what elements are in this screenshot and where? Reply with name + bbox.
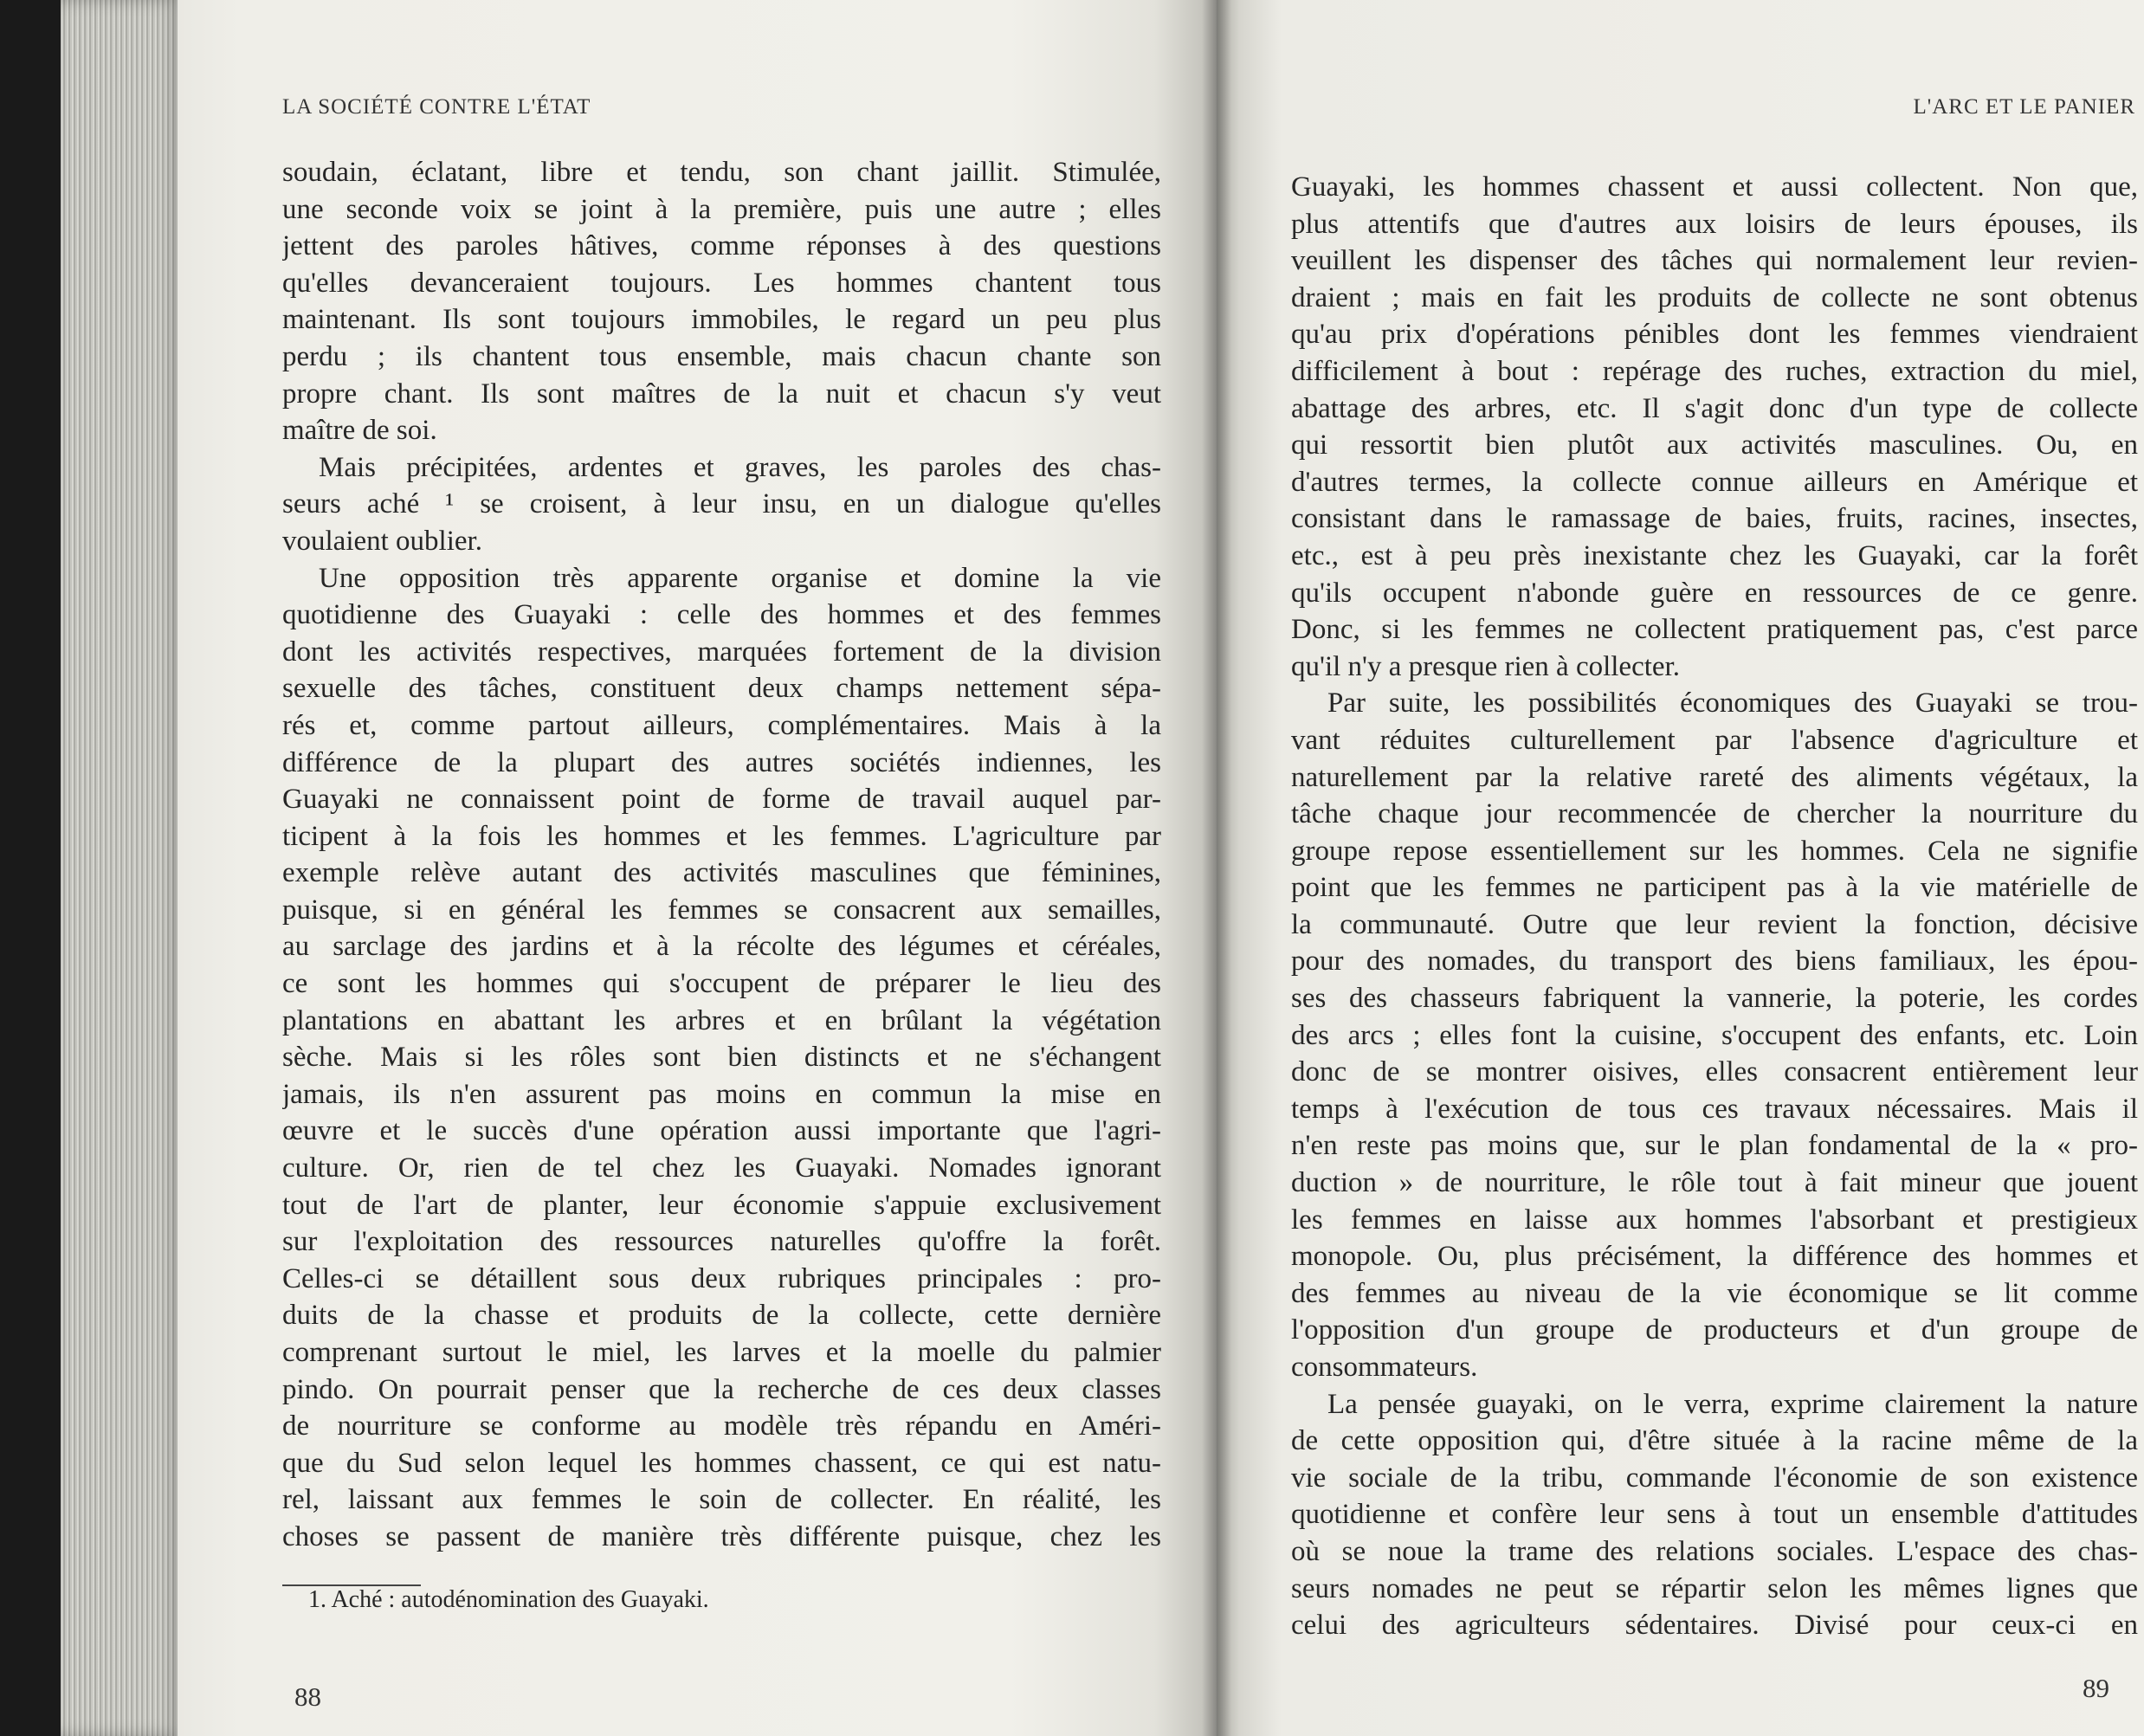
left-page	[178, 0, 1217, 1736]
right-page	[1217, 0, 2144, 1736]
text-line: seurs aché ¹ se croisent, à leur insu, en un dialogue qu'elles	[282, 488, 1161, 520]
text-line: sèche. Mais si les rôles sont bien distincts et ne s'échangent	[282, 1042, 1161, 1074]
text-line: ce sont les hommes qui s'occupent de préparer le lieu des	[282, 968, 1161, 1000]
text-line: consommateurs.	[1291, 1352, 1478, 1383]
text-line: plantations en abattant les arbres et en brûlant la végétation	[282, 1004, 1161, 1036]
text-line: dont les activités respectives, marquées fortement de la division	[282, 636, 1161, 668]
running-head-left: LA SOCIÉTÉ CONTRE L'ÉTAT	[282, 95, 591, 119]
text-line: vant réduites culturellement par l'absence d'agriculture et	[1291, 724, 2138, 756]
text-line: n'en reste pas moins que, sur le plan fondamental de la « pro-	[1291, 1130, 2138, 1162]
text-line: que du Sud selon lequel les hommes chassent, ce qui est natu-	[282, 1447, 1161, 1479]
text-line: de nourriture se conforme au modèle très répandu en Améri-	[282, 1410, 1161, 1442]
text-line: des arcs ; elles font la cuisine, s'occupent des enfants, etc. Loin	[1291, 1019, 2138, 1051]
text-line: différence de la plupart des autres sociétés indiennes, les	[282, 746, 1161, 778]
text-line: maintenant. Ils sont toujours immobiles, le regard un peu plus	[282, 304, 1161, 336]
text-line: rés et, comme partout ailleurs, complémentaires. Mais à la	[282, 709, 1161, 741]
text-line: veuillent les dispenser des tâches qui normalement leur revien-	[1291, 245, 2138, 277]
text-line: naturellement par la relative rareté des aliments végétaux, la	[1291, 761, 2138, 793]
text-line: l'opposition d'un groupe de producteurs et d'un groupe de	[1291, 1314, 2138, 1346]
text-line: difficilement à bout : repérage des ruches, extraction du miel,	[1291, 355, 2138, 387]
text-line: qu'au prix d'opérations pénibles dont les femmes viendraient	[1291, 319, 2138, 351]
text-line: La pensée guayaki, on le verra, exprime clairement la nature	[1327, 1388, 2138, 1420]
text-line: Par suite, les possibilités économiques des Guayaki se trou-	[1327, 687, 2138, 720]
text-line: la communauté. Outre que leur revient la fonction, décisive	[1291, 908, 2138, 940]
text-line: abattage des arbres, etc. Il s'agit donc d'un type de collecte	[1291, 392, 2138, 424]
text-line: d'autres termes, la collecte connue ailleurs en Amérique et	[1291, 466, 2138, 498]
text-line: duction » de nourriture, le rôle tout à fait mineur que jouent	[1291, 1167, 2138, 1199]
text-line: comprenant surtout le miel, les larves et la moelle du palmier	[282, 1337, 1161, 1368]
text-line: Celles-ci se détaillent sous deux rubriques principales : pro-	[282, 1262, 1161, 1294]
text-line: temps à l'exécution de tous ces travaux nécessaires. Mais il	[1291, 1093, 2138, 1125]
text-line: plus attentifs que d'autres aux loisirs de leurs épouses, ils	[1291, 208, 2138, 240]
text-line: perdu ; ils chantent tous ensemble, mais chacun chante son	[282, 340, 1161, 372]
text-line: celui des agriculteurs sédentaires. Divisé pour ceux-ci en	[1291, 1610, 2138, 1642]
text-line: jettent des paroles hâtives, comme réponses à des questions	[282, 230, 1161, 262]
text-line: sexuelle des tâches, constituent deux champs nettement sépa-	[282, 673, 1161, 705]
text-line: choses se passent de manière très différente puisque, chez les	[282, 1520, 1161, 1552]
text-line: Donc, si les femmes ne collectent pratiquement pas, c'est parce	[1291, 614, 2138, 646]
text-line: qu'il n'y a presque rien à collecter.	[1291, 650, 1680, 682]
text-line: exemple relève autant des activités masculines que féminines,	[282, 857, 1161, 889]
text-line: puisque, si en général les femmes se consacrent aux semailles,	[282, 894, 1161, 926]
text-line: Une opposition très apparente organise et domine la vie	[319, 562, 1161, 594]
text-line: voulaient oublier.	[282, 525, 482, 557]
text-line: rel, laissant aux femmes le soin de collecter. En réalité, les	[282, 1484, 1161, 1516]
text-line: ses des chasseurs fabriquent la vannerie, la poterie, les cordes	[1291, 983, 2138, 1015]
running-head-right: L'ARC ET LE PANIER	[1913, 95, 2135, 119]
text-line: maître de soi.	[282, 415, 437, 447]
text-line: qu'ils occupent n'abonde guère en ressources de ce genre.	[1291, 577, 2138, 609]
text-line: culture. Or, rien de tel chez les Guayaki. Nomades ignorant	[282, 1152, 1161, 1184]
text-line: des femmes au niveau de la vie économique se lit comme	[1291, 1277, 2138, 1309]
text-line: quotidienne et confère leur sens à tout un ensemble d'attitudes	[1291, 1499, 2138, 1531]
text-line: Guayaki ne connaissent point de forme de travail auquel par-	[282, 784, 1161, 816]
text-line: ticipent à la fois les hommes et les femmes. L'agriculture par	[282, 820, 1161, 852]
text-line: etc., est à peu près inexistante chez les Guayaki, car la forêt	[1291, 539, 2138, 571]
text-line: duits de la chasse et produits de la collecte, cette dernière	[282, 1300, 1161, 1332]
page-edges	[61, 0, 182, 1736]
text-line: tâche chaque jour recommencée de chercher la nourriture du	[1291, 798, 2138, 830]
text-line: jamais, ils n'en assurent pas moins en commun la mise en	[282, 1078, 1161, 1110]
text-line: de cette opposition qui, d'être située à la racine même de la	[1291, 1425, 2138, 1457]
footnote: 1. Aché : autodénomination des Guayaki.	[308, 1586, 709, 1613]
text-line: les femmes en laisse aux hommes l'absorbant et prestigieux	[1291, 1204, 2138, 1236]
text-line: seurs nomades ne peut se répartir selon les mêmes lignes que	[1291, 1572, 2138, 1604]
text-line: point que les femmes ne participent pas à la vie matérielle de	[1291, 872, 2138, 904]
text-line: vie sociale de la tribu, commande l'économie de son existence	[1291, 1462, 2138, 1494]
text-line: tout de l'art de planter, leur économie s'appuie exclusivement	[282, 1189, 1161, 1221]
page-number-left: 88	[294, 1681, 321, 1712]
text-line: au sarclage des jardins et à la récolte des légumes et céréales,	[282, 931, 1161, 963]
text-line: quotidienne des Guayaki : celle des hommes et des femmes	[282, 599, 1161, 631]
text-line: groupe repose essentiellement sur les hommes. Cela ne signifie	[1291, 835, 2138, 867]
text-line: sur l'exploitation des ressources naturelles qu'offre la forêt.	[282, 1226, 1161, 1258]
text-line: Mais précipitées, ardentes et graves, les paroles des chas-	[319, 451, 1161, 483]
text-line: une seconde voix se joint à la première, puis une autre ; elles	[282, 193, 1161, 225]
text-line: monopole. Ou, plus précisément, la différence des hommes et	[1291, 1241, 2138, 1273]
page-number-right: 89	[2083, 1673, 2109, 1703]
text-line: qu'elles devanceraient toujours. Les hommes chantent tous	[282, 267, 1161, 299]
book-gutter	[1202, 0, 1231, 1736]
text-line: œuvre et le succès d'une opération aussi importante que l'agri-	[282, 1115, 1161, 1147]
text-line: où se noue la trame des relations sociales. L'espace des chas-	[1291, 1535, 2138, 1567]
text-line: draient ; mais en fait les produits de collecte ne sont obtenus	[1291, 281, 2138, 313]
text-line: pindo. On pourrait penser que la recherche de ces deux classes	[282, 1373, 1161, 1405]
text-line: consistant dans le ramassage de baies, fruits, racines, insectes,	[1291, 503, 2138, 535]
text-line: propre chant. Ils sont maîtres de la nuit et chacun s'y veut	[282, 378, 1161, 410]
text-line: qui ressortit bien plutôt aux activités masculines. Ou, en	[1291, 429, 2138, 461]
text-line: Guayaki, les hommes chassent et aussi collectent. Non que,	[1291, 171, 2138, 203]
text-line: soudain, éclatant, libre et tendu, son chant jaillit. Stimulée,	[282, 157, 1161, 188]
left-body-text	[282, 154, 1161, 1556]
text-line: donc de se montrer oisives, elles consacrent entièrement leur	[1291, 1056, 2138, 1088]
text-line: pour des nomades, du transport des biens familiaux, les épou-	[1291, 945, 2138, 978]
right-body-text	[1291, 169, 2138, 1644]
